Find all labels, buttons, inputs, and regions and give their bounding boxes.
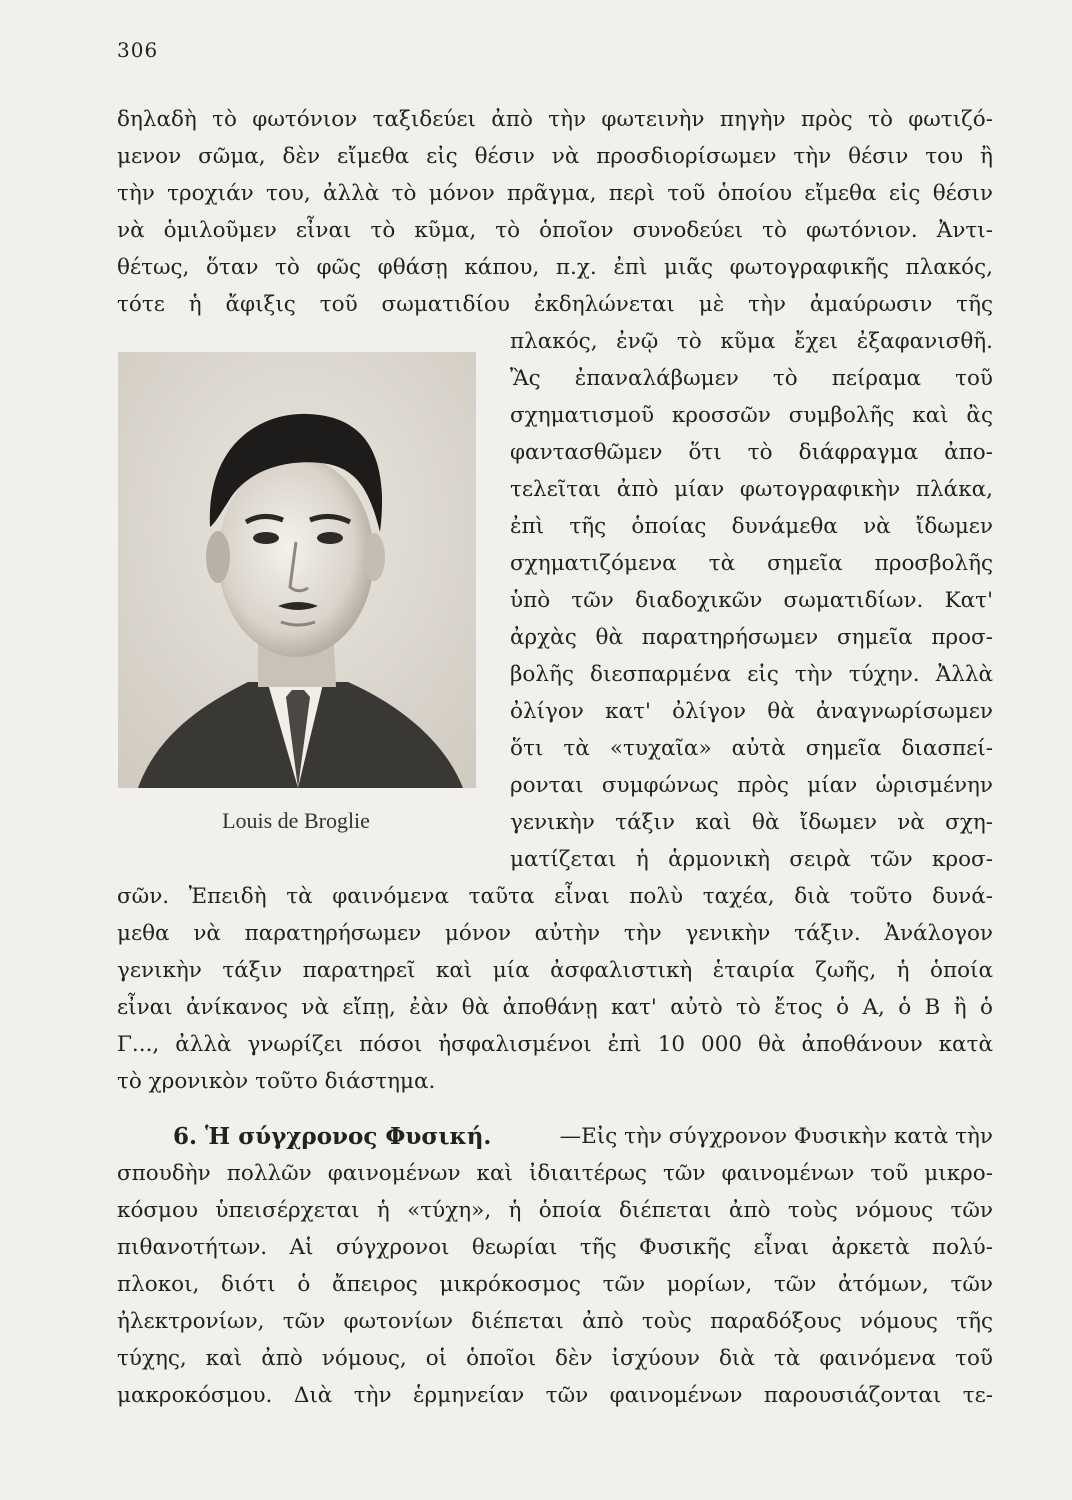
text-line: Γ..., ἀλλὰ γνωρίζει πόσοι ἠσφαλισμένοι ἐπὶ 10 000 θὰ ἀποθάνουν κατὰ <box>117 1032 993 1057</box>
text-line: ὀλίγον κατ' ὀλίγον θὰ ἀναγνωρίσωμεν <box>510 699 993 724</box>
text-line: πλακός, ἐνῷ τὸ κῦμα ἔχει ἐξαφανισθῆ. <box>510 329 993 354</box>
text-line: κόσμου ὑπεισέρχεται ἡ «τύχη», ἡ ὁποία διέπεται ἀπὸ τοὺς νόμους τῶν <box>117 1198 993 1223</box>
text-line: ὑπὸ τῶν διαδοχικῶν σωματιδίων. Κατ' <box>510 588 993 613</box>
text-line: εἶναι ἀνίκανος νὰ εἴπῃ, ἐὰν θὰ ἀποθάνῃ κατ' αὐτὸ τὸ ἔτος ὁ Α, ὁ Β ἢ ὁ <box>117 995 993 1020</box>
text-line: τελεῖται ἀπὸ μίαν φωτογραφικὴν πλάκα, <box>510 477 993 502</box>
text-line: τὴν τροχιάν του, ἀλλὰ τὸ μόνον πρᾶγμα, περὶ τοῦ ὁποίου εἴμεθα εἰς θέσιν <box>117 181 993 206</box>
text-line: τὸ χρονικὸν τοῦτο διάστημα. <box>117 1069 436 1094</box>
text-line: ματίζεται ἡ ἁρμονικὴ σειρὰ τῶν κροσ- <box>510 847 993 872</box>
text-line: ρονται συμφώνως πρὸς μίαν ὡρισμένην <box>510 773 993 798</box>
section-first-line <box>173 1122 993 1152</box>
text-line: σχηματισμοῦ κροσσῶν συμβολῆς καὶ ἂς <box>510 403 993 428</box>
text-line: νὰ ὁμιλοῦμεν εἶναι τὸ κῦμα, τὸ ὁποῖον συνοδεύει τὸ φωτόνιον. Ἀντι- <box>117 218 993 243</box>
text-line: ἠλεκτρονίων, τῶν φωτονίων διέπεται ἀπὸ τοὺς παραδόξους νόμους τῆς <box>117 1309 993 1334</box>
text-line: μενον σῶμα, δὲν εἴμεθα εἰς θέσιν νὰ προσδιορίσωμεν τὴν θέσιν του ἢ <box>117 144 993 169</box>
portrait-photo <box>118 352 476 788</box>
text-line: πιθανοτήτων. Αἱ σύγχρονοι θεωρίαι τῆς Φυσικῆς εἶναι ἀρκετὰ πολύ- <box>117 1235 993 1260</box>
portrait-caption: Louis de Broglie <box>222 808 370 833</box>
text-line: γενικὴν τάξιν καὶ θὰ ἴδωμεν νὰ σχη- <box>510 810 993 835</box>
section-heading: 6. Ἡ σύγχρονος Φυσική. <box>173 1123 492 1150</box>
text-line: μεθα νὰ παρατηρήσωμεν μόνον αὐτὴν τὴν γενικὴν τάξιν. Ἀνάλογον <box>117 921 993 946</box>
text-line: ἀρχὰς θὰ παρατηρήσωμεν σημεῖα προσ- <box>510 625 993 650</box>
text-line: σῶν. Ἐπειδὴ τὰ φαινόμενα ταῦτα εἶναι πολὺ ταχέα, διὰ τοῦτο δυνά- <box>117 884 993 909</box>
text-line: ἐπὶ τῆς ὁποίας δυνάμεθα νὰ ἴδωμεν <box>510 514 993 539</box>
text-line: φαντασθῶμεν ὅτι τὸ διάφραγμα ἀπο- <box>510 440 993 465</box>
text-line: τύχης, καὶ ἀπὸ νόμους, οἱ ὁποῖοι δὲν ἰσχύουν διὰ τὰ φαινόμενα τοῦ <box>117 1346 993 1371</box>
text-line: τότε ἡ ἄφιξις τοῦ σωματιδίου ἐκδηλώνεται μὲ τὴν ἀμαύρωσιν τῆς <box>117 292 993 317</box>
text-line: πλοκοι, διότι ὁ ἄπειρος μικρόκοσμος τῶν μορίων, τῶν ἀτόμων, τῶν <box>117 1272 993 1297</box>
text-line: γενικὴν τάξιν παρατηρεῖ καὶ μία ἀσφαλιστικὴ ἑταιρία ζωῆς, ἡ ὁποία <box>117 958 993 983</box>
text-line: ὅτι τὰ «τυχαῖα» αὐτὰ σημεῖα διασπεί- <box>510 736 993 761</box>
text-line: θέτως, ὅταν τὸ φῶς φθάσῃ κάπου, π.χ. ἐπὶ μιᾶς φωτογραφικῆς πλακός, <box>117 255 993 280</box>
text-line: δηλαδὴ τὸ φωτόνιον ταξιδεύει ἀπὸ τὴν φωτεινὴν πηγὴν πρὸς τὸ φωτιζό- <box>117 107 993 132</box>
portrait-illustration <box>118 352 476 788</box>
text-line: σπουδὴν πολλῶν φαινομένων καὶ ἰδιαιτέρως τῶν φαινομένων τοῦ μικρο- <box>117 1161 993 1186</box>
text-line: βολῆς διεσπαρμένα εἰς τὴν τύχην. Ἀλλὰ <box>510 662 993 687</box>
text-line: σχηματιζόμενα τὰ σημεῖα προσβολῆς <box>510 551 993 576</box>
section-first-line-text: —Εἰς τὴν σύγχρονον Φυσικὴν κατὰ τὴν <box>559 1124 993 1149</box>
text-line: Ἂς ἐπαναλάβωμεν τὸ πείραμα τοῦ <box>510 366 993 391</box>
text-line: μακροκόσμου. Διὰ τὴν ἑρμηνείαν τῶν φαινομένων παρουσιάζονται τε- <box>117 1383 993 1408</box>
page-number: 306 <box>117 38 159 62</box>
